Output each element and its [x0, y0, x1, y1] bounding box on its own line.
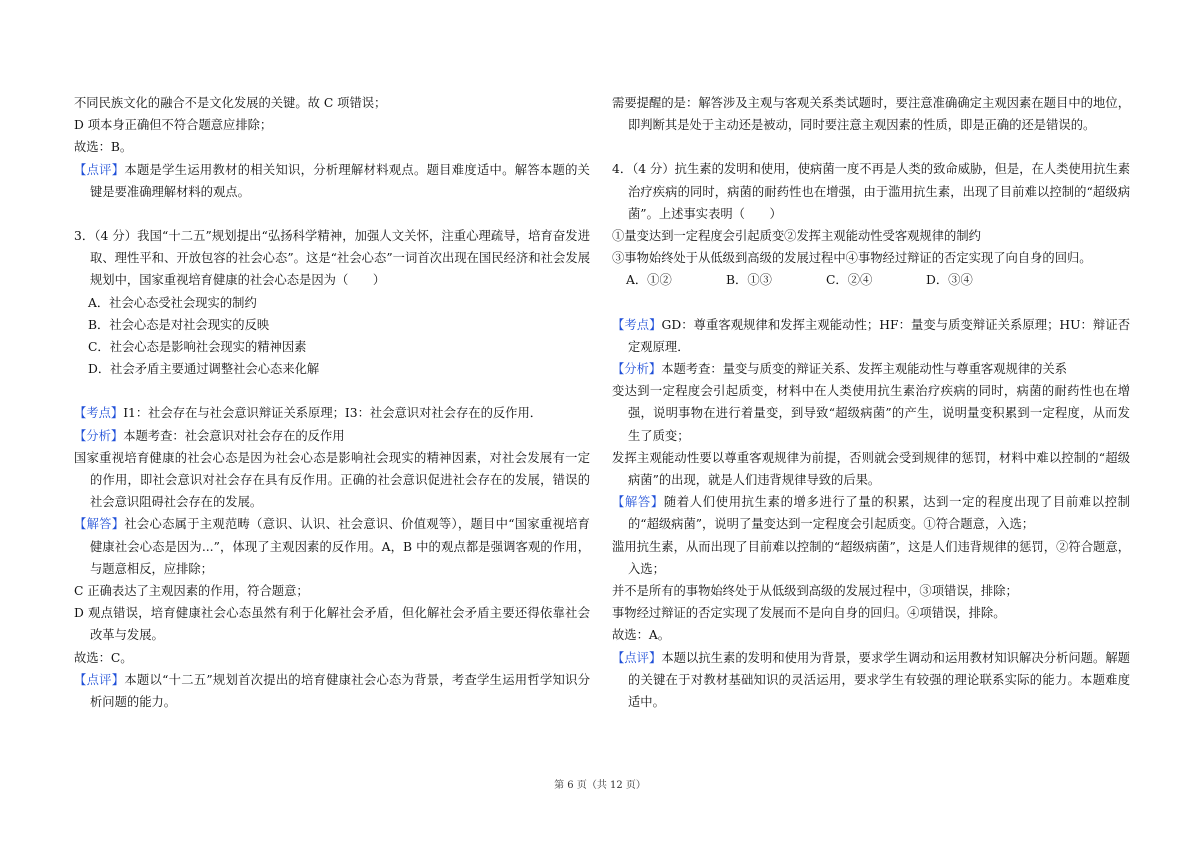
analysis-paragraph: 国家重视培育健康的社会心态是因为社会心态是影响社会现实的精神因素，对社会发展有一定的作用，即社会意识对社会存在具有反作用。正确的社会意识促进社会存在的发展，错误的社会意识阻碍社会存在的发展。: [74, 450, 590, 510]
fenxi-tag: 【分析】: [612, 362, 662, 377]
fenxi-paragraph: [612, 358, 1130, 380]
analysis-paragraph: 发挥主观能动性要以尊重客观规律为前提，否则就会受到规律的惩罚，材料中难以控制的“超级病菌”的出现，就是人们违背规律导致的后果。: [612, 450, 1130, 488]
review-tag: 【点评】: [74, 672, 125, 687]
question-4-option-a: A．①②: [626, 273, 672, 288]
review-paragraph: [74, 669, 590, 713]
fenxi-text: 本题考查：社会意识对社会存在的反作用: [123, 428, 345, 443]
review-tag: 【点评】: [612, 650, 662, 665]
review-text: 本题以抗生素的发明和使用为背景，要求学生调动和运用教材知识解决分析问题。解题的关键在于对教材基础知识的灵活运用，要求学生有较强的理论联系实际的能力。本题难度适中。: [628, 650, 1130, 710]
review-text: 本题是学生运用教材的相关知识，分析理解材料观点。题目难度适中。解答本题的关键是要准确理解材料的观点。: [90, 162, 590, 199]
question-4-options: [612, 269, 1130, 291]
review-text: 本题以“十二五”规划首次提出的培育健康社会心态为背景，考查学生运用哲学知识分析问题的能力。: [90, 672, 590, 710]
tip-paragraph: 需要提醒的是：解答涉及主观与客观关系类试题时，要注意准确确定主观因素在题目中的地位，即判断其是处于主动还是被动，同时要注意主观因素的性质，即是正确的还是错误的。: [612, 96, 1130, 133]
jieda-text: 社会心态属于主观范畴（意识、认识、社会意识、价值观等），题目中“国家重视培育健康社会心态是因为...”，体现了主观因素的反作用。A，B 中的观点都是强调客观的作用，与题意相反，应排除；: [90, 517, 590, 576]
choose-line: 故选：C。: [74, 650, 133, 665]
question-4-item: ③事物始终处于从低级到高级的发展过程中④事物经过辩证的否定实现了向自身的回归。: [612, 251, 1092, 266]
right-column: [612, 92, 1130, 713]
analysis-paragraph: 变达到一定程度会引起质变，材料中在人类使用抗生素治疗疾病的同时，病菌的耐药性也在增强，说明事物在进行着量变，到导致“超级病菌”的产生，说明量变积累到一定程度，从而发生了质变；: [612, 384, 1130, 443]
text-line: 不同民族文化的融合不是文化发展的关键。故 C 项错误；: [74, 96, 387, 110]
fenxi-text: 本题考查：量变与质变的辩证关系、发挥主观能动性与尊重客观规律的关系: [661, 362, 1068, 377]
jieda-text: 随着人们使用抗生素的增多进行了量的积累，达到一定的程度出现了目前难以控制的“超级病菌”，说明了量变达到一定程度会引起质变。①符合题意，入选；: [628, 495, 1130, 532]
question-3-option-b: B．社会心态是对社会现实的反映: [88, 317, 270, 332]
page-footer: 第 6 页（共 12 页）: [554, 780, 646, 791]
question-3-option-a: A．社会心态受社会现实的制约: [88, 295, 257, 310]
question-4-option-d: D．③④: [926, 273, 973, 288]
jieda-paragraph: [612, 491, 1130, 535]
review-paragraph: [74, 159, 590, 203]
kaodian-paragraph: [612, 314, 1130, 358]
review-tag: 【点评】: [74, 162, 125, 177]
fenxi-tag: 【分析】: [74, 428, 124, 443]
left-column: [74, 92, 590, 713]
text-line: 故选：B。: [74, 140, 133, 155]
text-line: D 观点错误，培育健康社会心态虽然有利于化解社会矛盾，但化解社会矛盾主要还得依靠社会改革与发展。: [74, 606, 590, 643]
question-4-option-b: B．①③: [726, 273, 772, 288]
text-line: 并不是所有的事物始终处于从低级到高级的发展过程中，③项错误，排除；: [612, 584, 1018, 599]
text-line: D 项本身正确但不符合题意应排除；: [74, 118, 273, 133]
question-4-item: ①量变达到一定程度会引起质变②发挥主观能动性受客观规律的制约: [612, 229, 981, 244]
text-line: C 正确表达了主观因素的作用，符合题意；: [74, 584, 309, 599]
kaodian-tag: 【考点】: [612, 317, 662, 332]
kaodian-tag: 【考点】: [74, 406, 124, 421]
choose-line: 故选：A。: [612, 628, 671, 643]
text-line: 滥用抗生素，从而出现了目前难以控制的“超级病菌”，这是人们违背规律的惩罚，②符合题意，入选；: [612, 539, 1130, 576]
jieda-paragraph: [74, 513, 590, 580]
review-paragraph: [612, 647, 1130, 714]
text-line: 事物经过辩证的否定实现了发展而不是向自身的回归。④项错误，排除。: [612, 606, 1006, 621]
jieda-tag: 【解答】: [74, 517, 125, 532]
jieda-tag: 【解答】: [612, 495, 664, 510]
question-3-stem: 3．（4 分）我国“十二五”规划提出“弘扬科学精神，加强人文关怀，注重心理疏导，培育奋发进取、理性平和、开放包容的社会心态”。这是“社会心态”一词首次出现在国民经济和社会发展规划中，国家重视培育健康的社会心态是因为（ ）: [74, 229, 590, 288]
question-4-option-c: C．②④: [826, 273, 873, 288]
question-3-option-d: D．社会矛盾主要通过调整社会心态来化解: [88, 362, 320, 377]
kaodian-paragraph: [74, 402, 590, 424]
question-3-option-c: C．社会心态是影响社会现实的精神因素: [88, 340, 307, 355]
kaodian-text: I1：社会存在与社会意识辩证关系原理；I3：社会意识对社会存在的反作用．: [123, 406, 543, 421]
fenxi-paragraph: [74, 425, 590, 447]
kaodian-text: GD：尊重客观规律和发挥主观能动性；HF：量变与质变辩证关系原理；HU：辩证否定观原理．: [628, 317, 1130, 354]
question-4-stem: 4．（4 分）抗生素的发明和使用，使病菌一度不再是人类的致命威胁，但是，在人类使用抗生素治疗疾病的同时，病菌的耐药性也在增强，由于滥用抗生素，出现了目前难以控制的“超级病菌”。上述事实表明（ ）: [612, 162, 1130, 221]
